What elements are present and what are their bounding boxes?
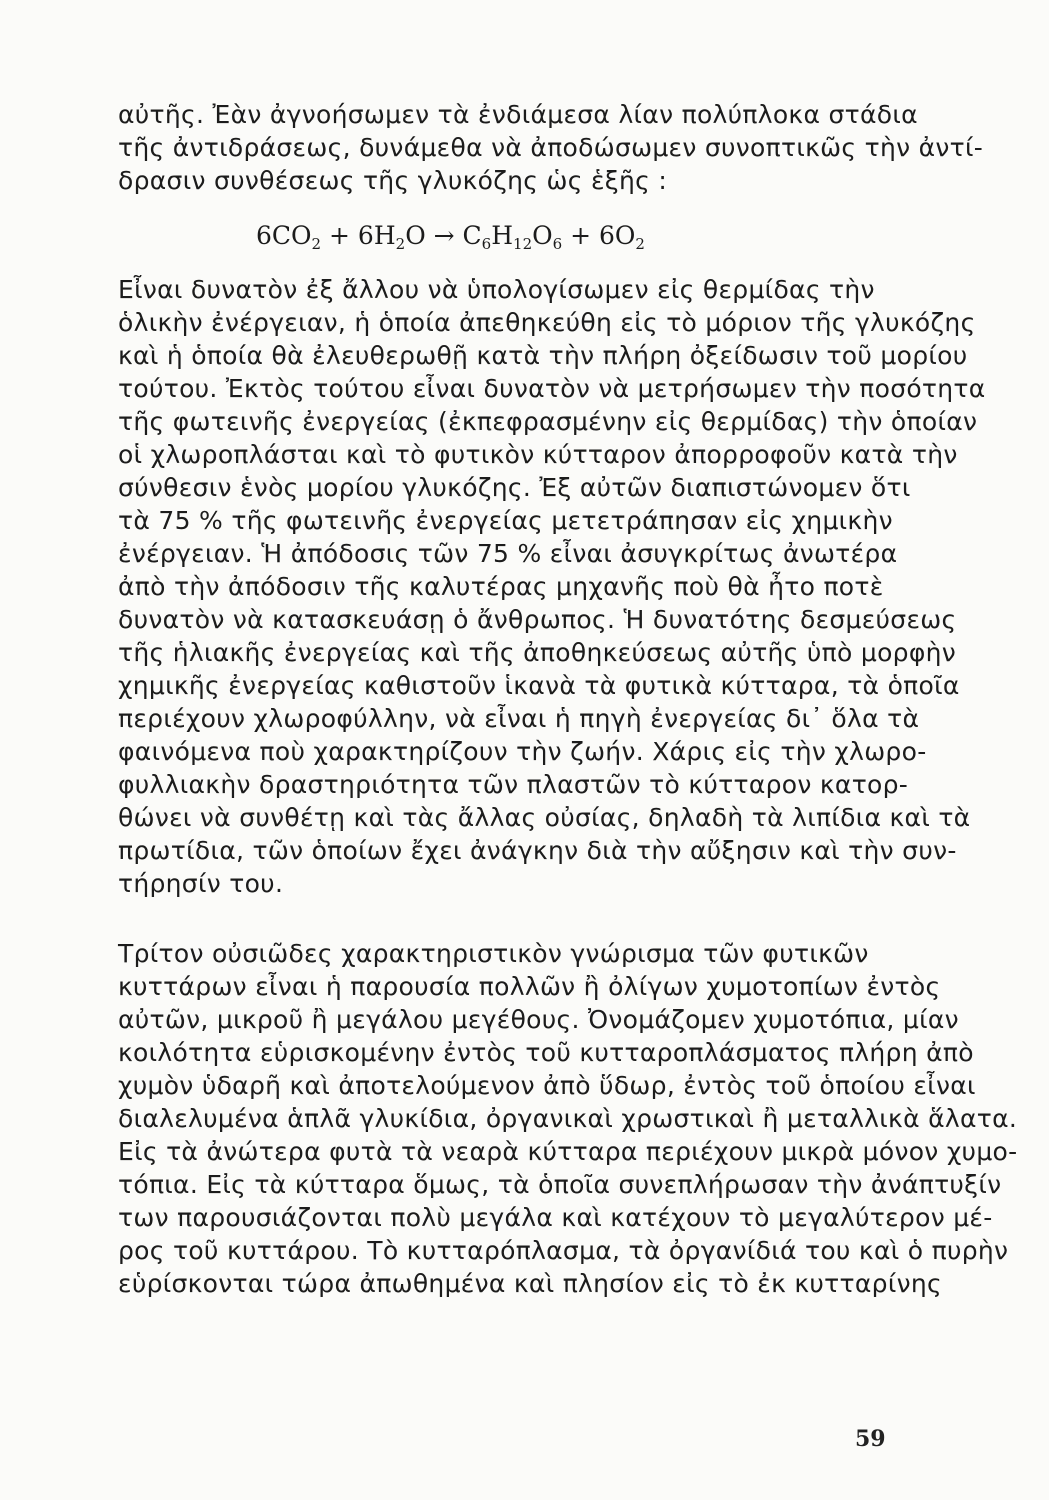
text-line: θώνει νὰ συνθέτῃ καὶ τὰς ἄλλας οὐσίας, δηλαδὴ τὰ λιπίδια καὶ τὰ	[118, 803, 971, 832]
text-line: πρωτίδια, τῶν ὁποίων ἔχει ἀνάγκην διὰ τὴν αὔξησιν καὶ τὴν συν-	[118, 836, 957, 865]
text-line: τῆς ἡλιακῆς ἐνεργείας καὶ τῆς ἀποθηκεύσεως αὐτῆς ὑπὸ μορφὴν	[118, 638, 957, 667]
text-line: εὑρίσκονται τώρα ἀπωθημένα καὶ πλησίον εἰς τὸ ἐκ κυτταρίνης	[118, 1269, 942, 1298]
text-line: κοιλότητα εὑρισκομένην ἐντὸς τοῦ κυτταροπλάσματος πλήρη ἀπὸ	[118, 1038, 974, 1067]
text-line: δρασιν συνθέσεως τῆς γλυκόζης ὡς ἑξῆς :	[118, 166, 668, 195]
text-line: ἐνέργειαν. Ἡ ἀπόδοσις τῶν 75 % εἶναι ἀσυγκρίτως ἀνωτέρα	[118, 539, 898, 568]
text-line: Εἰς τὰ ἀνώτερα φυτὰ τὰ νεαρὰ κύτταρα περιέχουν μικρὰ μόνον χυμο-	[118, 1137, 1018, 1166]
text-line: ἀπὸ τὴν ἀπόδοσιν τῆς καλυτέρας μηχανῆς ποὺ θὰ ἦτο ποτὲ	[118, 572, 884, 601]
text-line: ὁλικὴν ἐνέργειαν, ἡ ὁποία ἀπεθηκεύθη εἰς τὸ μόριον τῆς γλυκόζης	[118, 308, 976, 337]
glucose-synthesis-equation: $6CO_2 + 6H_2O \to C_6H_{12}O_6 + 6O_2$	[256, 221, 645, 253]
paragraph-3	[118, 937, 1018, 1300]
text-line: Τρίτον οὐσιῶδες χαρακτηριστικὸν γνώρισμα τῶν φυτικῶν	[118, 939, 869, 968]
text-line: τῆς φωτεινῆς ἐνεργείας (ἐκπεφρασμένην εἰς θερμίδας) τὴν ὁποίαν	[118, 407, 978, 436]
text-line: τούτου. Ἐκτὸς τούτου εἶναι δυνατὸν νὰ μετρήσωμεν τὴν ποσότητα	[118, 374, 986, 403]
paragraph-gap	[118, 900, 898, 937]
text-line: τήρησίν του.	[118, 869, 284, 898]
text-line: φυλλιακὴν δραστηριότητα τῶν πλαστῶν τὸ κύτταρον κατορ-	[118, 770, 909, 799]
text-line: Εἶναι δυνατὸν ἐξ ἄλλου νὰ ὑπολογίσωμεν εἰς θερμίδας τὴν	[118, 275, 875, 304]
arrow-icon: →	[433, 221, 455, 250]
text-line: τῆς ἀντιδράσεως, δυνάμεθα νὰ ἀποδώσωμεν συνοπτικῶς τὴν ἀντί-	[118, 133, 984, 162]
text-line: αὐτῆς. Ἐὰν ἀγνοήσωμεν τὰ ἐνδιάμεσα λίαν πολύπλοκα στάδια	[118, 100, 918, 129]
text-line: φαινόμενα ποὺ χαρακτηρίζουν τὴν ζωήν. Χάρις εἰς τὴν χλωρο-	[118, 737, 927, 766]
text-line: ρος τοῦ κυττάρου. Τὸ κυτταρόπλασμα, τὰ ὀργανίδιά του καὶ ὁ πυρὴν	[118, 1236, 1009, 1265]
text-line: περιέχουν χλωροφύλλην, νὰ εἶναι ἡ πηγὴ ἐνεργείας δι᾿ ὅλα τὰ	[118, 704, 920, 733]
page-text	[118, 98, 1018, 1300]
text-line: διαλελυμένα ἁπλᾶ γλυκίδια, ὀργανικαὶ χρωστικαὶ ἢ μεταλλικὰ ἅλατα.	[118, 1104, 1018, 1133]
text-line: χυμὸν ὑδαρῆ καὶ ἀποτελούμενον ἀπὸ ὕδωρ, ἐντὸς τοῦ ὁποίου εἶναι	[118, 1071, 976, 1100]
text-line: τὰ 75 % τῆς φωτεινῆς ἐνεργείας μετετράπησαν εἰς χημικὴν	[118, 506, 893, 535]
paragraph-2	[118, 273, 986, 900]
text-line: σύνθεσιν ἑνὸς μορίου γλυκόζης. Ἐξ αὐτῶν διαπιστώνομεν ὅτι	[118, 473, 911, 502]
text-line: τόπια. Εἰς τὰ κύτταρα ὅμως, τὰ ὁποῖα συνεπλήρωσαν τὴν ἀνάπτυξίν	[118, 1170, 1002, 1199]
text-line: οἱ χλωροπλάσται καὶ τὸ φυτικὸν κύτταρον ἀπορροφοῦν κατὰ τὴν	[118, 440, 958, 469]
text-line: των παρουσιάζονται πολὺ μεγάλα καὶ κατέχουν τὸ μεγαλύτερον μέ-	[118, 1203, 993, 1232]
paragraph-1	[118, 98, 984, 197]
text-line: αὐτῶν, μικροῦ ἢ μεγάλου μεγέθους. Ὀνομάζομεν χυμοτόπια, μίαν	[118, 1005, 959, 1034]
text-line: κυττάρων εἶναι ἡ παρουσία πολλῶν ἢ ὀλίγων χυμοτοπίων ἐντὸς	[118, 972, 941, 1001]
text-line: δυνατὸν νὰ κατασκευάσῃ ὁ ἄνθρωπος. Ἡ δυνατότης δεσμεύσεως	[118, 605, 957, 634]
text-line: καὶ ἡ ὁποία θὰ ἐλευθερωθῇ κατὰ τὴν πλήρη ὀξείδωσιν τοῦ μορίου	[118, 341, 968, 370]
text-line: χημικῆς ἐνεργείας καθιστοῦν ἱκανὰ τὰ φυτικὰ κύτταρα, τὰ ὁποῖα	[118, 671, 960, 700]
page-number: 59	[855, 1426, 886, 1452]
